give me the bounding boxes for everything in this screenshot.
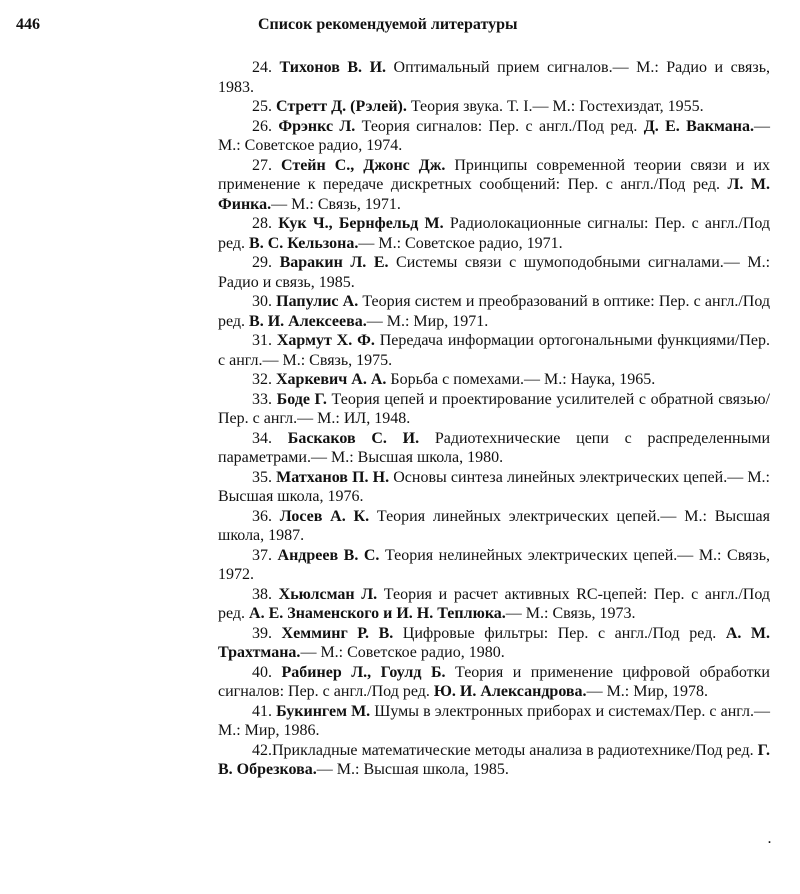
reference-editor: Л. М. Финка. (218, 176, 770, 213)
reference-text: Радиотехнические цепи с распределенными параметрами.— М.: Высшая школа, 1980. (218, 429, 771, 466)
reference-item (218, 468, 770, 507)
reference-number: 26. (252, 117, 272, 135)
reference-editor: В. С. Кельзона. (249, 234, 359, 252)
reference-editor: Г. В. Обрезкова. (218, 741, 770, 778)
reference-authors: Стейн С., Джонс Дж. (280, 156, 446, 174)
reference-tail: — М.: Мир, 1971. (366, 312, 489, 330)
reference-authors: Матханов П. Н. (276, 468, 390, 486)
reference-tail: — М.: Высшая школа, 1985. (316, 761, 509, 778)
page-header (16, 16, 800, 40)
reference-number: 38. (252, 585, 272, 603)
reference-text: Оптимальный прием сигналов.— М.: Радио и связь, 1983. (218, 59, 770, 96)
stray-mark: . (768, 832, 771, 846)
reference-authors: Тихонов В. И. (279, 59, 387, 76)
page-number: 446 (16, 16, 40, 33)
reference-number: 41. (252, 702, 272, 720)
reference-authors: Лосев А. К. (279, 507, 370, 525)
reference-authors: Хармут Х. Ф. (276, 332, 375, 349)
reference-authors: Баскаков С. И. (287, 429, 420, 447)
reference-authors: Папулис А. (276, 293, 359, 310)
reference-item (218, 546, 770, 585)
reference-authors: Рабинер Л., Гоулд Б. (281, 663, 446, 681)
reference-item (218, 156, 770, 215)
reference-number: 28. (252, 215, 272, 232)
reference-number: 42. (252, 741, 272, 759)
reference-number: 29. (252, 254, 272, 271)
reference-authors: Букингем М. (276, 702, 371, 720)
reference-item (218, 214, 770, 253)
reference-tail: — М.: Советское радио, 1980. (300, 644, 505, 661)
running-title: Список рекомендуемой литературы (258, 16, 518, 33)
reference-authors: Кук Ч., Бернфельд М. (278, 215, 444, 232)
reference-item (218, 390, 770, 429)
reference-number: 34. (252, 429, 272, 447)
reference-editor: Ю. И. Александрова. (433, 683, 587, 700)
reference-authors: Стретт Д. (Рэлей). (276, 98, 407, 115)
reference-text: Системы связи с шумоподобными сигналами.— М.: Радио и связь, 1985. (218, 254, 771, 291)
reference-number: 27. (252, 156, 272, 174)
reference-text: Теория и применение цифровой обработки сигналов: Пер. с англ./Под ред. (218, 663, 770, 700)
reference-number: 25. (252, 98, 272, 115)
reference-item (218, 370, 770, 390)
reference-text: Теория звука. Т. I.— М.: Гостехиздат, 1955. (406, 98, 704, 115)
reference-authors: Фрэнкс Л. (278, 117, 356, 135)
reference-authors: Варакин Л. Е. (279, 254, 389, 271)
reference-authors: Харкевич А. А. (276, 371, 387, 388)
reference-text: Теория систем и преобразований в оптике: Пер. с англ./Под ред. (218, 293, 771, 330)
reference-item (218, 253, 770, 292)
reference-number: 32. (252, 371, 272, 388)
reference-item (218, 429, 770, 468)
reference-authors: Хемминг Р. В. (281, 624, 394, 642)
reference-list (218, 58, 770, 780)
reference-text: Передача информации ортогональными функциями/Пер. с англ.— М.: Связь, 1975. (218, 332, 771, 369)
reference-editor: А. Е. Знаменского и И. Н. Теплюка. (249, 605, 506, 622)
reference-number: 31. (252, 332, 272, 349)
reference-item (218, 58, 770, 97)
reference-item (218, 292, 770, 331)
reference-text: Теория линейных электрических цепей.— М.: Высшая школа, 1987. (218, 507, 770, 544)
reference-number: 39. (252, 624, 272, 642)
reference-text: Борьба с помехами.— М.: Наука, 1965. (386, 371, 656, 388)
reference-number: 30. (252, 293, 272, 310)
reference-tail: — М.: Мир, 1978. (586, 683, 709, 700)
reference-text: Теория сигналов: Пер. с англ./Под ред. (355, 117, 644, 135)
reference-number: 35. (252, 468, 272, 486)
reference-number: 37. (252, 546, 272, 564)
reference-item (218, 97, 770, 117)
reference-editor: Д. Е. Вакмана. (643, 117, 755, 135)
reference-tail: — М.: Советское радио, 1971. (358, 234, 563, 252)
reference-text: Прикладные математические методы анализа в радиотехнике/Под ред. (272, 741, 758, 759)
reference-item (218, 663, 770, 702)
reference-tail: — М.: Связь, 1971. (271, 195, 401, 213)
reference-authors: Андреев В. С. (277, 546, 380, 564)
reference-item (218, 585, 770, 624)
reference-text: Шумы в электронных приборах и системах/Пер. с англ.— М.: Мир, 1986. (218, 702, 771, 739)
reference-number: 33. (252, 390, 272, 408)
reference-text: Теория нелинейных электрических цепей.— М.: Связь, 1972. (218, 546, 771, 583)
reference-item (218, 117, 770, 156)
reference-tail: — М.: Советское радио, 1974. (218, 117, 771, 154)
reference-editor: В. И. Алексеева. (249, 312, 367, 330)
reference-item (218, 331, 770, 370)
reference-text: Радиолокационные сигналы: Пер. с англ./Под ред. (218, 215, 770, 252)
reference-text: Теория цепей и проектирование усилителей с обратной связью/Пер. с англ.— М.: ИЛ, 1948. (218, 390, 771, 427)
reference-text: Теория и расчет активных RC-цепей: Пер. с англ./Под ред. (218, 585, 771, 622)
reference-text: Основы синтеза линейных электрических цепей.— М.: Высшая школа, 1976. (218, 468, 771, 505)
reference-item (218, 624, 770, 663)
reference-authors: Хьюлсман Л. (278, 585, 378, 603)
reference-item (218, 741, 770, 780)
reference-item (218, 507, 770, 546)
reference-authors: Боде Г. (276, 390, 327, 408)
reference-text: Принципы современной теории связи и их применение к передаче дискретных сообщений: Пер. с англ./Под ред. (218, 156, 771, 193)
reference-editor: А. М. Трахтмана. (218, 624, 771, 661)
reference-tail: — М.: Связь, 1973. (505, 605, 636, 622)
reference-text: Цифровые фильтры: Пер. с англ./Под ред. (393, 624, 726, 642)
reference-number: 36. (252, 507, 272, 525)
reference-number: 40. (252, 663, 272, 681)
reference-item (218, 702, 770, 741)
reference-number: 24. (252, 59, 272, 76)
